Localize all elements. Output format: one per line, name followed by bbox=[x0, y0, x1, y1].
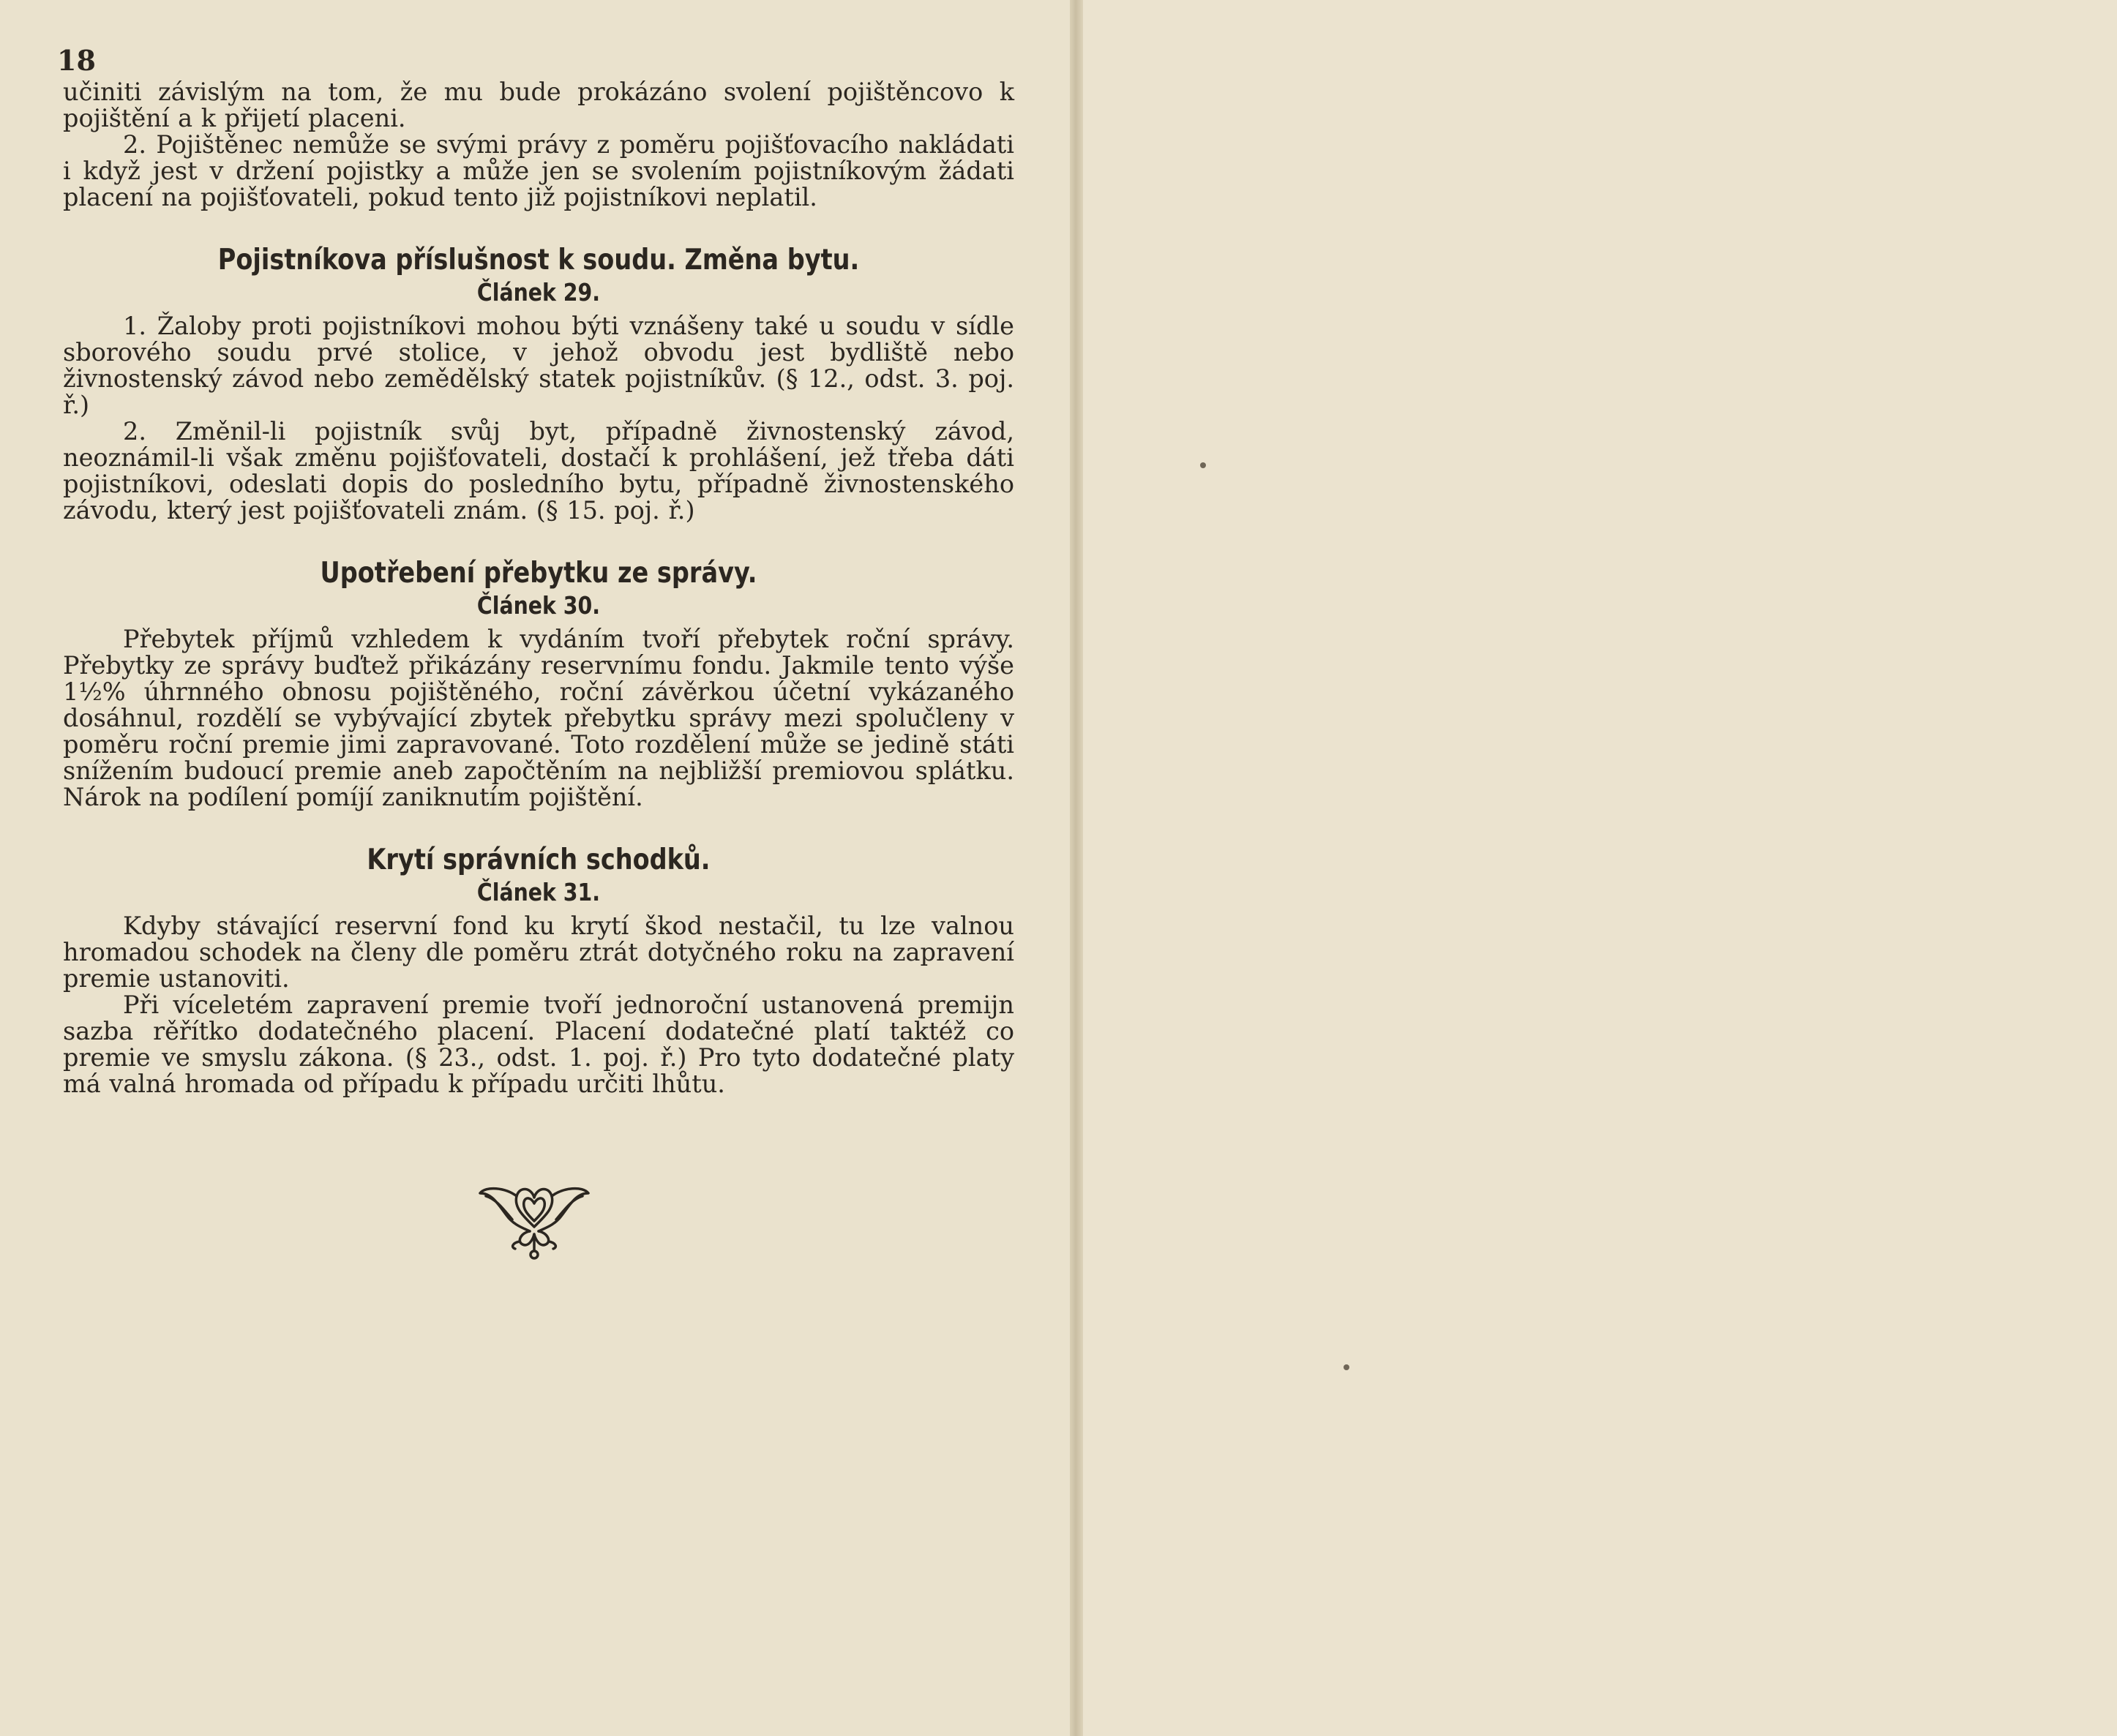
paragraph: Kdyby stávající reservní fond ku krytí škod nestačil, tu lze valnou hromadou schodek na členy dle poměru ztrát dotyčného roku na zapravení premie ustanoviti. bbox=[63, 912, 1014, 993]
right-page-blank bbox=[1083, 0, 2117, 1736]
page-number: 18 bbox=[57, 44, 96, 77]
book-gutter bbox=[1070, 0, 1083, 1736]
section-heading: Upotřebení přebytku ze správy. bbox=[320, 557, 757, 590]
article-number: Článek 30. bbox=[476, 591, 601, 620]
section-heading: Pojistníkova příslušnost k soudu. Změna bytu. bbox=[217, 244, 860, 277]
paragraph: 2. Změnil-li pojistník svůj byt, případně živnostenský závod, neoznámil-li však změnu pojišťovateli, dostačí k prohlášení, jež třeba dáti pojistníkovi, odeslati dopis do posledního bytu, případně živnostenského závodu, který jest pojišťovateli znám. (§ 15. poj. ř.) bbox=[63, 417, 1014, 525]
paper-speck bbox=[1344, 1364, 1349, 1370]
paragraph: 2. Pojištěnec nemůže se svými právy z poměru pojišťovacího nakládati i když jest v držení pojistky a může jen se svolením pojistníkovým žádati placení na pojišťovateli, pokud tento již pojistníkovi neplatil. bbox=[63, 130, 1014, 211]
paragraph: učiniti závislým na tom, že mu bude prokázáno svolení pojištěncovo k pojištění a k přijetí placeni. bbox=[63, 78, 1014, 132]
paper-speck bbox=[1200, 462, 1206, 468]
section-heading: Krytí správních schodků. bbox=[367, 843, 711, 876]
article-number: Článek 29. bbox=[476, 278, 601, 307]
article-number: Článek 31. bbox=[476, 878, 601, 906]
paragraph: Přebytek příjmů vzhledem k vydáním tvoří přebytek roční správy. Přebytky ze správy buďtež přikázány reservnímu fondu. Jakmile tento výše 1½% úhrnného obnosu pojištěného, roční závěrkou účetní vykázaného dosáhnul, rozdělí se vybývající zbytek přebytku správy mezi spolučleny v poměru roční premie jimi zapravované. Toto rozdělení může se jedině státi snížením budoucí premie aneb započtěním na nejbližší premiovou splátku. Nárok na podílení pomíjí zaniknutím pojištění. bbox=[63, 625, 1014, 811]
text-column bbox=[63, 79, 1014, 1097]
heart-scroll-ornament-icon bbox=[476, 1174, 593, 1260]
paragraph: 1. Žaloby proti pojistníkovi mohou býti vznášeny také u soudu v sídle sborového soudu prvé stolice, v jehož obvodu jest bydliště nebo živnostenský závod nebo zemědělský statek pojistníkův. (§ 12., odst. 3. poj. ř.) bbox=[63, 312, 1014, 419]
paragraph: Při víceletém zapravení premie tvoří jednoroční ustanovená premijn sazba rěřítko dodatečného placení. Placení dodatečné platí taktéž co premie ve smyslu zákona. (§ 23., odst. 1. poj. ř.) Pro tyto dodatečné platy má valná hromada od případu k případu určiti lhůtu. bbox=[63, 991, 1014, 1098]
